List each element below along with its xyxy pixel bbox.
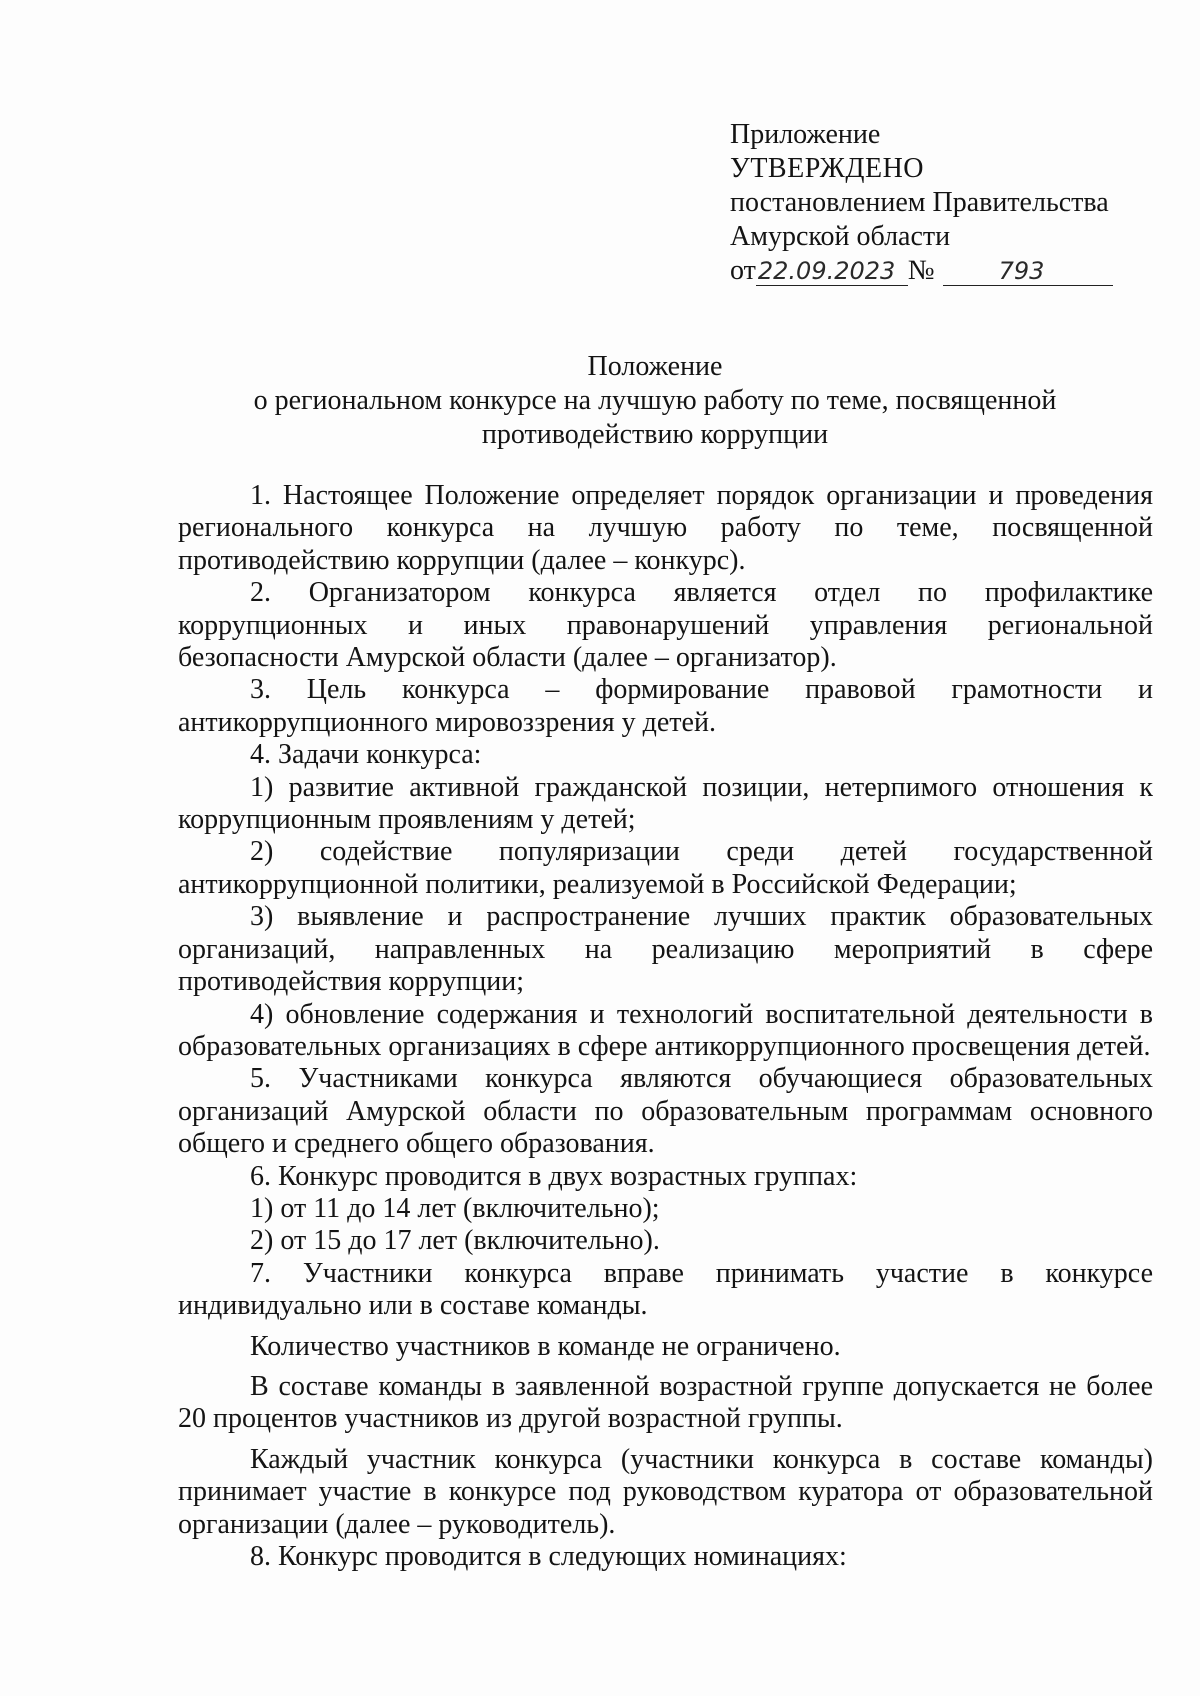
task-item-2: 2) содействие популяризации среди детей государственной антикоррупционной политики, реализуемой в Российской Федерации;: [178, 836, 1153, 900]
date-prefix: от: [730, 255, 756, 286]
task-item-3: 3) выявление и распространение лучших практик образовательных организаций, направленных на реализацию мероприятий в сфере противодействия коррупции;: [178, 901, 1153, 998]
approval-resolution-label: постановлением Правительства: [730, 187, 1109, 218]
document-body: [178, 480, 1153, 1573]
handwritten-date: 22.09.2023: [756, 257, 908, 286]
document-title: [160, 350, 1150, 452]
supervisor-note: Каждый участник конкурса (участники конкурса в составе команды) принимает участие в конкурсе под руководством куратора от образовательной организации (далее – руководитель).: [178, 1443, 1153, 1540]
approval-annex-label: Приложение: [730, 119, 881, 150]
age-group-2: 2) от 15 до 17 лет (включительно).: [250, 1225, 660, 1257]
approval-approved-label: УТВЕРЖДЕНО: [730, 153, 925, 184]
approval-date-number-line: [730, 254, 1130, 288]
paragraph-5: 5. Участниками конкурса являются обучающиеся образовательных организаций Амурской области по образовательным программам основного общего и среднего общего образования.: [178, 1063, 1153, 1160]
task-item-4: 4) обновление содержания и технологий воспитательной деятельности в образовательных организациях в сфере антикоррупционного просвещения детей.: [178, 998, 1153, 1062]
task-item-1: 1) развитие активной гражданской позиции, нетерпимого отношения к коррупционным проявлениям у детей;: [178, 771, 1153, 836]
title-line-2: о региональном конкурсе на лучшую работу по теме, посвященной: [253, 385, 1057, 416]
paragraph-3: 3. Цель конкурса – формирование правовой грамотности и антикоррупционного мировоззрения у детей.: [178, 674, 1153, 738]
team-size-note: Количество участников в команде не ограничено.: [250, 1330, 841, 1362]
team-composition-note: В составе команды в заявленной возрастной группе допускается не более 20 процентов участников из другой возрастной группы.: [178, 1370, 1153, 1435]
paragraph-4: 4. Задачи конкурса:: [250, 739, 482, 771]
paragraph-1: 1. Настоящее Положение определяет порядок организации и проведения регионального конкурса на лучшую работу по теме, посвященной противодействию коррупции (далее – конкурс).: [178, 480, 1153, 576]
title-line-1: Положение: [587, 351, 723, 382]
paragraph-6: 6. Конкурс проводится в двух возрастных группах:: [250, 1160, 858, 1192]
handwritten-number: 793: [943, 257, 1113, 286]
paragraph-7: 7. Участники конкурса вправе принимать участие в конкурсе индивидуально или в составе команды.: [178, 1257, 1153, 1322]
approval-block: [730, 118, 1130, 288]
paragraph-2: 2. Организатором конкурса является отдел по профилактике коррупционных и иных правонарушений управления региональной безопасности Амурской области (далее – организатор).: [178, 577, 1153, 674]
approval-region-label: Амурской области: [730, 221, 951, 252]
age-group-1: 1) от 11 до 14 лет (включительно);: [250, 1192, 660, 1224]
number-sign: №: [907, 255, 935, 286]
title-line-3: противодействию коррупции: [481, 419, 829, 450]
paragraph-8: 8. Конкурс проводится в следующих номинациях:: [250, 1541, 847, 1572]
